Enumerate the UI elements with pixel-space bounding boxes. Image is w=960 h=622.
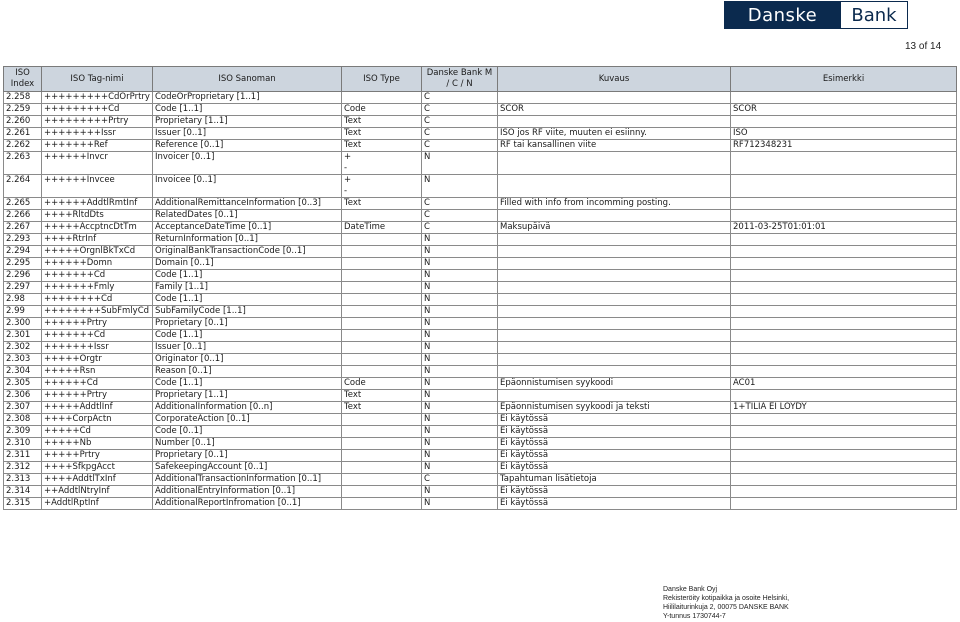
footer-domicile: Rekisteröity kotipaikka ja osoite Helsinki,: [663, 595, 790, 602]
iso-tag-cell: +++++Orgtr: [42, 354, 153, 366]
iso-message-cell: OriginalBankTransactionCode [0..1]: [153, 246, 342, 258]
iso-tag-cell: ++++++Prtry: [42, 390, 153, 402]
iso-type-cell: + -: [342, 175, 422, 198]
iso-tag-cell: ++++RtrInf: [42, 234, 153, 246]
description-cell: [498, 92, 731, 104]
iso-message-cell: Issuer [0..1]: [153, 128, 342, 140]
table-row: [4, 390, 957, 402]
description-cell: Ei käytössä: [498, 438, 731, 450]
iso-message-cell: ReturnInformation [0..1]: [153, 234, 342, 246]
iso-message-cell: Code [1..1]: [153, 378, 342, 390]
iso-index-cell: 2.266: [4, 210, 42, 222]
iso-tag-cell: +++++++Cd: [42, 330, 153, 342]
iso-message-cell: AdditionalEntryInformation [0..1]: [153, 486, 342, 498]
mcn-cell: N: [422, 390, 498, 402]
mcn-cell: N: [422, 450, 498, 462]
iso-type-cell: [342, 354, 422, 366]
iso-type-cell: [342, 438, 422, 450]
iso-tag-cell: ++++++Invcr: [42, 152, 153, 175]
description-cell: [498, 246, 731, 258]
table-row: [4, 198, 957, 210]
col-iso-tag: ISO Tag-nimi: [42, 67, 153, 92]
iso-tag-cell: +++++Prtry: [42, 450, 153, 462]
iso-index-cell: 2.313: [4, 474, 42, 486]
description-cell: Ei käytössä: [498, 498, 731, 510]
example-cell: [731, 306, 957, 318]
iso-message-cell: Code [0..1]: [153, 426, 342, 438]
table-row: [4, 258, 957, 270]
iso-tag-cell: +++++++Fmly: [42, 282, 153, 294]
mcn-cell: N: [422, 246, 498, 258]
iso-type-cell: [342, 426, 422, 438]
iso-type-cell: Text: [342, 390, 422, 402]
iso-index-cell: 2.258: [4, 92, 42, 104]
footer-company: Danske Bank Oyj: [663, 586, 718, 593]
iso-index-cell: 2.297: [4, 282, 42, 294]
mcn-cell: N: [422, 294, 498, 306]
iso-type-cell: [342, 486, 422, 498]
example-cell: 2011-03-25T01:01:01: [731, 222, 957, 234]
description-cell: Tapahtuman lisätietoja: [498, 474, 731, 486]
table-row: [4, 414, 957, 426]
description-cell: [498, 234, 731, 246]
mcn-cell: N: [422, 342, 498, 354]
description-cell: [498, 270, 731, 282]
mcn-cell: N: [422, 152, 498, 175]
iso-message-cell: AdditionalReportInfromation [0..1]: [153, 498, 342, 510]
example-cell: [731, 450, 957, 462]
mcn-cell: N: [422, 402, 498, 414]
iso-index-cell: 2.296: [4, 270, 42, 282]
mcn-cell: N: [422, 282, 498, 294]
description-cell: RF tai kansallinen viite: [498, 140, 731, 152]
iso-message-cell: AdditionalTransactionInformation [0..1]: [153, 474, 342, 486]
iso-index-cell: 2.261: [4, 128, 42, 140]
mcn-cell: N: [422, 438, 498, 450]
description-cell: [498, 366, 731, 378]
iso-message-cell: Proprietary [1..1]: [153, 390, 342, 402]
iso-index-cell: 2.311: [4, 450, 42, 462]
description-cell: [498, 175, 731, 198]
iso-type-cell: Text: [342, 140, 422, 152]
mcn-cell: N: [422, 462, 498, 474]
mcn-cell: C: [422, 92, 498, 104]
table-row: [4, 175, 957, 198]
iso-type-cell: Text: [342, 402, 422, 414]
example-cell: [731, 366, 957, 378]
iso-message-cell: CodeOrProprietary [1..1]: [153, 92, 342, 104]
table-row: [4, 486, 957, 498]
example-cell: [731, 342, 957, 354]
description-cell: [498, 152, 731, 175]
example-cell: [731, 92, 957, 104]
iso-type-cell: Text: [342, 198, 422, 210]
iso-index-cell: 2.308: [4, 414, 42, 426]
description-cell: Ei käytössä: [498, 450, 731, 462]
logo-text-bank: Bank: [840, 2, 907, 28]
mcn-cell: N: [422, 498, 498, 510]
example-cell: [731, 498, 957, 510]
description-cell: [498, 210, 731, 222]
example-cell: [731, 258, 957, 270]
iso-type-cell: Code: [342, 378, 422, 390]
mcn-cell: N: [422, 330, 498, 342]
mcn-cell: N: [422, 426, 498, 438]
mcn-cell: N: [422, 486, 498, 498]
iso-tag-cell: +++++Rsn: [42, 366, 153, 378]
mcn-cell: N: [422, 366, 498, 378]
iso-tag-cell: ++++AddtlTxInf: [42, 474, 153, 486]
example-cell: [731, 210, 957, 222]
example-cell: [731, 462, 957, 474]
iso-message-cell: Reference [0..1]: [153, 140, 342, 152]
example-cell: [731, 474, 957, 486]
iso-tag-cell: ++AddtlNtryInf: [42, 486, 153, 498]
iso-tag-cell: +++++Cd: [42, 426, 153, 438]
iso-type-cell: [342, 330, 422, 342]
example-cell: AC01: [731, 378, 957, 390]
iso-type-cell: [342, 474, 422, 486]
example-cell: [731, 414, 957, 426]
iso-index-cell: 2.307: [4, 402, 42, 414]
table-row: [4, 140, 957, 152]
description-cell: [498, 116, 731, 128]
iso-index-cell: 2.295: [4, 258, 42, 270]
iso-type-cell: [342, 498, 422, 510]
iso-tag-cell: +++++++++Cd: [42, 104, 153, 116]
example-cell: [731, 175, 957, 198]
iso-index-cell: 2.306: [4, 390, 42, 402]
iso-tag-cell: +++++++++Prtry: [42, 116, 153, 128]
iso-tag-cell: ++++CorpActn: [42, 414, 153, 426]
iso-tag-cell: +++++AddtlInf: [42, 402, 153, 414]
iso-message-cell: Domain [0..1]: [153, 258, 342, 270]
mcn-cell: N: [422, 414, 498, 426]
iso-type-cell: [342, 366, 422, 378]
iso-index-cell: 2.314: [4, 486, 42, 498]
table-row: [4, 234, 957, 246]
table-row: [4, 378, 957, 390]
iso-specification-table: [3, 66, 957, 510]
iso-type-cell: [342, 450, 422, 462]
table-row: [4, 402, 957, 414]
description-cell: ISO jos RF viite, muuten ei esiinny.: [498, 128, 731, 140]
iso-type-cell: + -: [342, 152, 422, 175]
description-cell: [498, 342, 731, 354]
iso-message-cell: Code [1..1]: [153, 104, 342, 116]
description-cell: Filled with info from incomming posting.: [498, 198, 731, 210]
description-cell: Ei käytössä: [498, 486, 731, 498]
iso-index-cell: 2.293: [4, 234, 42, 246]
table-row: [4, 152, 957, 175]
iso-index-cell: 2.301: [4, 330, 42, 342]
example-cell: ISO: [731, 128, 957, 140]
iso-message-cell: Code [1..1]: [153, 294, 342, 306]
example-cell: 1+TILIÄ EI LÖYDY: [731, 402, 957, 414]
description-cell: Ei käytössä: [498, 414, 731, 426]
iso-message-cell: Code [1..1]: [153, 270, 342, 282]
mcn-cell: N: [422, 175, 498, 198]
iso-index-cell: 2.315: [4, 498, 42, 510]
iso-index-cell: 2.264: [4, 175, 42, 198]
col-description: Kuvaus: [498, 67, 731, 92]
table-row: [4, 330, 957, 342]
iso-type-cell: [342, 270, 422, 282]
example-cell: [731, 330, 957, 342]
table-row: [4, 210, 957, 222]
iso-tag-cell: +++++AccptncDtTm: [42, 222, 153, 234]
example-cell: [731, 246, 957, 258]
iso-type-cell: Code: [342, 104, 422, 116]
mcn-cell: N: [422, 258, 498, 270]
iso-message-cell: Family [1..1]: [153, 282, 342, 294]
description-cell: [498, 294, 731, 306]
table-row: [4, 498, 957, 510]
iso-message-cell: Invoicee [0..1]: [153, 175, 342, 198]
iso-message-cell: AdditionalRemittanceInformation [0..3]: [153, 198, 342, 210]
example-cell: [731, 270, 957, 282]
description-cell: Epäonnistumisen syykoodi ja teksti: [498, 402, 731, 414]
mcn-cell: C: [422, 222, 498, 234]
iso-message-cell: SafekeepingAccount [0..1]: [153, 462, 342, 474]
iso-type-cell: [342, 342, 422, 354]
iso-tag-cell: +++++OrgnlBkTxCd: [42, 246, 153, 258]
description-cell: [498, 258, 731, 270]
table-row: [4, 128, 957, 140]
mcn-cell: N: [422, 234, 498, 246]
iso-tag-cell: ++++++Cd: [42, 378, 153, 390]
table-row: [4, 318, 957, 330]
description-cell: [498, 306, 731, 318]
description-cell: [498, 318, 731, 330]
page-number: 13 of 14: [905, 41, 942, 52]
iso-message-cell: Originator [0..1]: [153, 354, 342, 366]
mcn-cell: C: [422, 104, 498, 116]
example-cell: [731, 390, 957, 402]
iso-tag-cell: +++++++++CdOrPrtry: [42, 92, 153, 104]
iso-index-cell: 2.263: [4, 152, 42, 175]
iso-message-cell: Proprietary [0..1]: [153, 318, 342, 330]
iso-type-cell: [342, 414, 422, 426]
danske-bank-logo: [724, 1, 908, 29]
example-cell: [731, 486, 957, 498]
iso-type-cell: [342, 306, 422, 318]
iso-message-cell: Proprietary [0..1]: [153, 450, 342, 462]
mcn-cell: N: [422, 306, 498, 318]
iso-index-cell: 2.302: [4, 342, 42, 354]
iso-index-cell: 2.267: [4, 222, 42, 234]
iso-index-cell: 2.300: [4, 318, 42, 330]
iso-tag-cell: ++++++++SubFmlyCd: [42, 306, 153, 318]
table-header-row: [4, 67, 957, 92]
example-cell: [731, 354, 957, 366]
iso-tag-cell: ++++RltdDts: [42, 210, 153, 222]
iso-tag-cell: ++++++++Issr: [42, 128, 153, 140]
iso-type-cell: [342, 258, 422, 270]
iso-type-cell: [342, 234, 422, 246]
description-cell: [498, 390, 731, 402]
example-cell: [731, 282, 957, 294]
company-footer: [663, 585, 789, 621]
iso-index-cell: 2.294: [4, 246, 42, 258]
table-row: [4, 354, 957, 366]
iso-tag-cell: +++++++Cd: [42, 270, 153, 282]
iso-tag-cell: +++++Nb: [42, 438, 153, 450]
iso-tag-cell: ++++++Prtry: [42, 318, 153, 330]
example-cell: RF712348231: [731, 140, 957, 152]
table-row: [4, 438, 957, 450]
mcn-cell: C: [422, 474, 498, 486]
iso-type-cell: [342, 282, 422, 294]
iso-type-cell: Text: [342, 128, 422, 140]
footer-address: Hiililaiturinkuja 2, 00075 DANSKE BANK: [663, 604, 789, 611]
table-row: [4, 306, 957, 318]
iso-tag-cell: ++++++++Cd: [42, 294, 153, 306]
iso-type-cell: DateTime: [342, 222, 422, 234]
iso-type-cell: [342, 294, 422, 306]
iso-tag-cell: ++++SfkpgAcct: [42, 462, 153, 474]
iso-message-cell: CorporateAction [0..1]: [153, 414, 342, 426]
iso-index-cell: 2.99: [4, 306, 42, 318]
iso-index-cell: 2.310: [4, 438, 42, 450]
iso-message-cell: Issuer [0..1]: [153, 342, 342, 354]
iso-type-cell: [342, 92, 422, 104]
iso-index-cell: 2.260: [4, 116, 42, 128]
col-iso-index: ISO Index: [4, 67, 42, 92]
iso-tag-cell: ++++++AddtlRmtInf: [42, 198, 153, 210]
table-row: [4, 104, 957, 116]
example-cell: [731, 234, 957, 246]
table-row: [4, 462, 957, 474]
iso-message-cell: RelatedDates [0..1]: [153, 210, 342, 222]
mcn-cell: N: [422, 378, 498, 390]
iso-message-cell: Invoicer [0..1]: [153, 152, 342, 175]
iso-type-cell: [342, 246, 422, 258]
table-row: [4, 92, 957, 104]
description-cell: [498, 354, 731, 366]
mcn-cell: C: [422, 128, 498, 140]
col-iso-message: ISO Sanoman: [153, 67, 342, 92]
example-cell: [731, 438, 957, 450]
footer-business-id: Y-tunnus 1730744-7: [663, 613, 726, 620]
table-row: [4, 294, 957, 306]
description-cell: Maksupäivä: [498, 222, 731, 234]
iso-message-cell: AcceptanceDateTime [0..1]: [153, 222, 342, 234]
mcn-cell: C: [422, 116, 498, 128]
table-row: [4, 474, 957, 486]
description-cell: SCOR: [498, 104, 731, 116]
example-cell: [731, 318, 957, 330]
table-row: [4, 270, 957, 282]
description-cell: Epäonnistumisen syykoodi: [498, 378, 731, 390]
iso-index-cell: 2.262: [4, 140, 42, 152]
iso-type-cell: [342, 462, 422, 474]
example-cell: [731, 152, 957, 175]
iso-index-cell: 2.259: [4, 104, 42, 116]
table-row: [4, 282, 957, 294]
description-cell: [498, 282, 731, 294]
table-row: [4, 342, 957, 354]
table-row: [4, 426, 957, 438]
mcn-cell: N: [422, 318, 498, 330]
col-bank-mcn: Danske Bank M / C / N: [422, 67, 498, 92]
example-cell: [731, 426, 957, 438]
description-cell: [498, 330, 731, 342]
description-cell: Ei käytössä: [498, 426, 731, 438]
mcn-cell: N: [422, 270, 498, 282]
mcn-cell: C: [422, 140, 498, 152]
example-cell: [731, 116, 957, 128]
iso-type-cell: [342, 318, 422, 330]
table-row: [4, 222, 957, 234]
iso-message-cell: SubFamilyCode [1..1]: [153, 306, 342, 318]
iso-index-cell: 2.309: [4, 426, 42, 438]
table-row: [4, 366, 957, 378]
example-cell: [731, 294, 957, 306]
mcn-cell: C: [422, 210, 498, 222]
iso-index-cell: 2.304: [4, 366, 42, 378]
col-iso-type: ISO Type: [342, 67, 422, 92]
mcn-cell: N: [422, 354, 498, 366]
iso-type-cell: [342, 210, 422, 222]
iso-index-cell: 2.98: [4, 294, 42, 306]
iso-type-cell: Text: [342, 116, 422, 128]
table-row: [4, 116, 957, 128]
table-row: [4, 450, 957, 462]
table-row: [4, 246, 957, 258]
col-example: Esimerkki: [731, 67, 957, 92]
iso-index-cell: 2.305: [4, 378, 42, 390]
example-cell: SCOR: [731, 104, 957, 116]
mcn-cell: C: [422, 198, 498, 210]
iso-message-cell: AdditionalInformation [0..n]: [153, 402, 342, 414]
iso-tag-cell: ++++++Invcee: [42, 175, 153, 198]
iso-message-cell: Proprietary [1..1]: [153, 116, 342, 128]
iso-tag-cell: ++++++Domn: [42, 258, 153, 270]
iso-index-cell: 2.303: [4, 354, 42, 366]
logo-text-danske: Danske: [725, 2, 840, 28]
iso-message-cell: Number [0..1]: [153, 438, 342, 450]
iso-index-cell: 2.312: [4, 462, 42, 474]
iso-message-cell: Reason [0..1]: [153, 366, 342, 378]
iso-tag-cell: +++++++Issr: [42, 342, 153, 354]
iso-tag-cell: +AddtlRptInf: [42, 498, 153, 510]
iso-message-cell: Code [1..1]: [153, 330, 342, 342]
iso-index-cell: 2.265: [4, 198, 42, 210]
iso-tag-cell: +++++++Ref: [42, 140, 153, 152]
description-cell: Ei käytössä: [498, 462, 731, 474]
example-cell: [731, 198, 957, 210]
